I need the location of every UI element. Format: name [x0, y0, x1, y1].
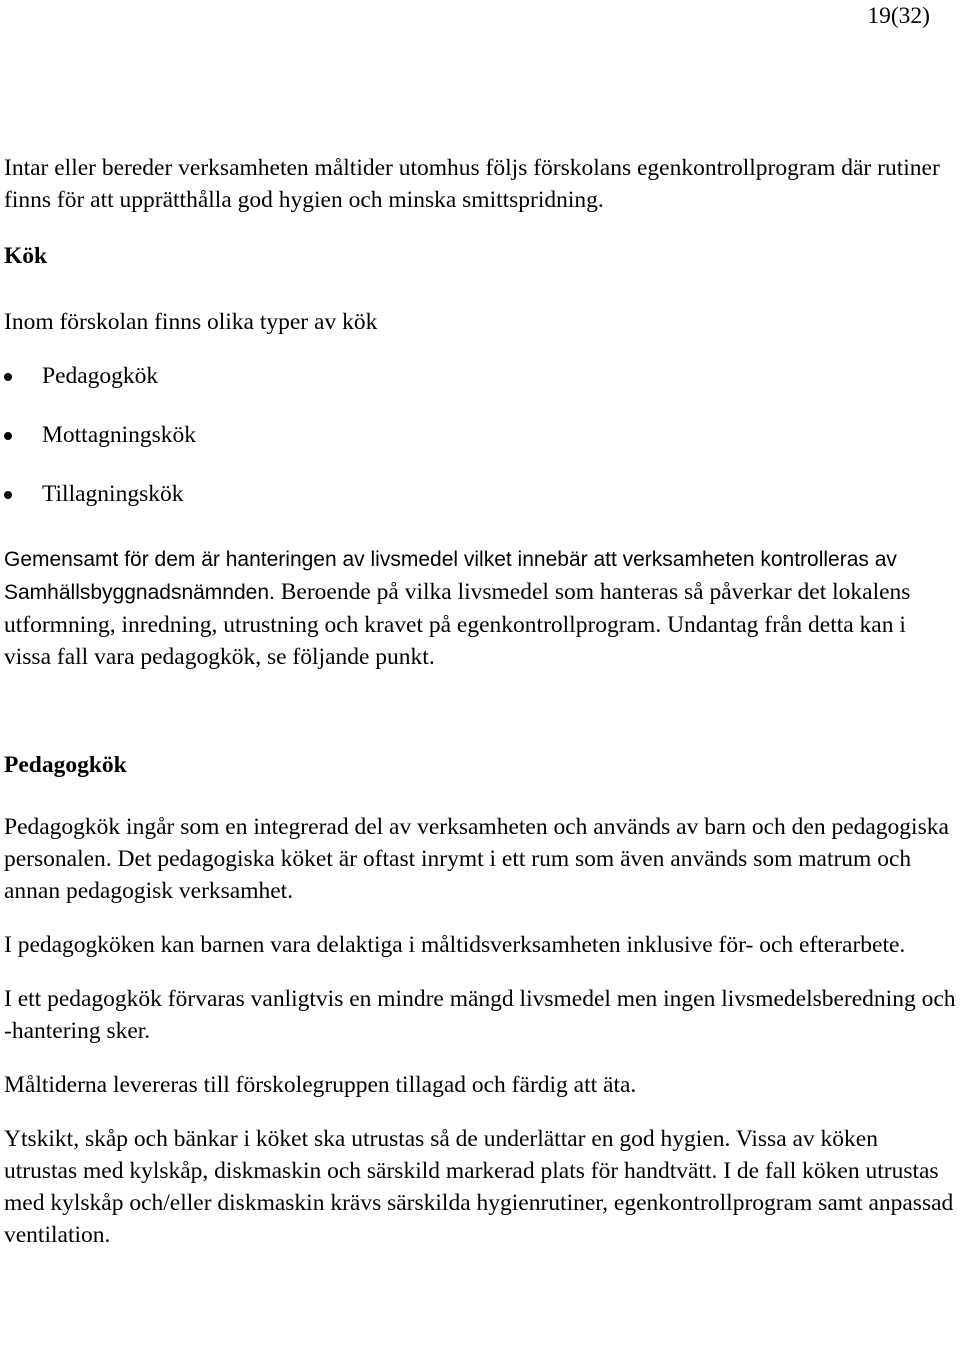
list-item — [4, 478, 956, 537]
list-item — [4, 360, 956, 419]
pedagogkok-paragraph-5: Ytskikt, skåp och bänkar i köket ska utrustas så de underlättar en god hygien. Vissa av köken utrustas med kylskåp, diskmaskin och särskild markerad plats för handtvätt. I de fall köken utrustas med kylskåp och/eller diskmaskin krävs särskilda hygienrutiner, egenkontrollprogram samt anpassad ventilation. — [4, 1126, 954, 1248]
gemensamt-serif-text: Beroende på vilka livsmedel som hanteras så påverkar det lokalens utformning, inredning, utrustning och kravet på egenkontrollprogram. Undantag från detta kan i vissa fall vara pedagogkök, se följande punkt. — [4, 579, 911, 670]
heading-kok: Kök — [4, 243, 48, 269]
pedagogkok-paragraph-1: Pedagogkök ingår som en integrerad del av verksamheten och används av barn och den pedagogiska personalen. Det pedagogiska köket är oftast inrymt i ett rum som även används som matrum och annan pedagogisk verksamhet. — [4, 814, 949, 904]
list-item-label: Pedagogkök — [42, 363, 159, 389]
list-item — [4, 419, 956, 478]
pedagogkok-paragraph-4: Måltiderna levereras till förskolegruppen tillagad och färdig att äta. — [4, 1072, 637, 1098]
gemensamt-paragraph — [4, 543, 956, 673]
kok-lead-paragraph: Inom förskolan finns olika typer av kök — [4, 309, 378, 335]
gemensamt-sans-text: Gemensamt för dem är hanteringen av livsmedel vilket innebär att verksamheten kontrolleras av Samhällsbyggnadsnämnden. — [4, 548, 897, 604]
heading-pedagogkok: Pedagogkök — [4, 752, 127, 778]
document-body — [4, 152, 956, 1251]
kitchen-types-list — [4, 360, 956, 537]
pedagogkok-paragraph-3: I ett pedagogkök förvaras vanligtvis en mindre mängd livsmedel men ingen livsmedelsberedning och -hantering sker. — [4, 986, 956, 1044]
list-item-label: Tillagningskök — [42, 481, 184, 507]
intro-paragraph: Intar eller bereder verksamheten måltider utomhus följs förskolans egenkontrollprogram där rutiner finns för att upprätthålla god hygien och minska smittspridning. — [4, 155, 940, 213]
page-number: 19(32) — [867, 3, 930, 29]
pedagogkok-paragraph-2: I pedagogköken kan barnen vara delaktiga i måltidsverksamheten inklusive för- och efterarbete. — [4, 932, 906, 958]
list-item-label: Mottagningskök — [42, 422, 197, 448]
bullet-icon — [4, 373, 12, 381]
bullet-icon — [4, 491, 12, 499]
bullet-icon — [4, 432, 12, 440]
